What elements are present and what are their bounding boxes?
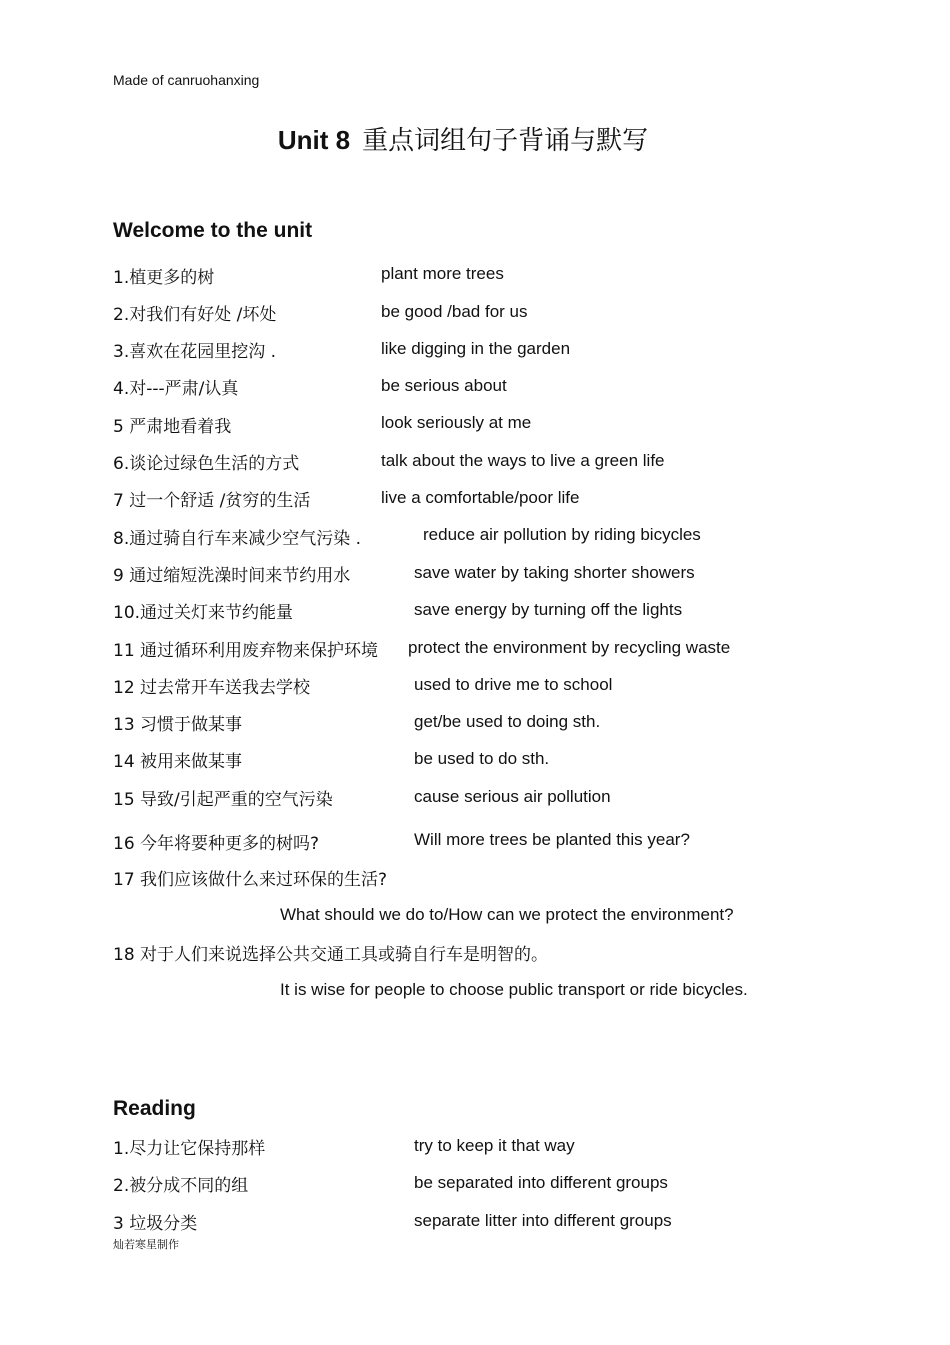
phrase-en: Will more trees be planted this year? [414, 830, 690, 849]
phrase-en: protect the environment by recycling waste [408, 638, 731, 657]
phrase-cn: 3.喜欢在花园里挖沟 . [113, 342, 277, 362]
phrase-en: live a comfortable/poor life [381, 488, 580, 507]
footer-note: 灿若寒星制作 [113, 1238, 179, 1251]
phrase-cn: 11 通过循环利用废弃物来保护环境 [113, 641, 379, 661]
phrase-en: be serious about [381, 376, 507, 395]
phrase-en: It is wise for people to choose public transport or ride bicycles. [280, 980, 748, 999]
phrase-cn: 1.尽力让它保持那样 [113, 1139, 266, 1159]
title-unit: Unit 8 [277, 125, 351, 155]
section-heading-reading: Reading [113, 1097, 196, 1120]
phrase-cn: 2.对我们有好处 /坏处 [113, 305, 277, 325]
phrase-cn: 17 我们应该做什么来过环保的生活? [113, 870, 388, 890]
phrase-en: used to drive me to school [414, 675, 613, 694]
phrase-en: get/be used to doing sth. [414, 712, 601, 731]
phrase-en: be used to do sth. [414, 749, 550, 768]
phrase-en: try to keep it that way [414, 1136, 575, 1155]
phrase-cn: 5 严肃地看着我 [113, 417, 232, 437]
title-chinese: 重点词组句子背诵与默写 [362, 125, 649, 155]
phrase-cn: 18 对于人们来说选择公共交通工具或骑自行车是明智的。 [113, 945, 549, 965]
phrase-en: be good /bad for us [381, 302, 528, 321]
phrase-cn: 2.被分成不同的组 [113, 1176, 249, 1196]
phrase-cn: 16 今年将要种更多的树吗? [113, 834, 320, 854]
phrase-en: What should we do to/How can we protect the environment? [280, 905, 734, 924]
phrase-cn: 15 导致/引起严重的空气污染 [113, 790, 333, 810]
phrase-en: cause serious air pollution [414, 787, 611, 806]
phrase-cn: 14 被用来做某事 [113, 752, 243, 772]
phrase-cn: 8.通过骑自行车来减少空气污染 . [113, 529, 362, 549]
phrase-cn: 9 通过缩短洗澡时间来节约用水 [113, 566, 351, 586]
phrase-cn: 13 习惯于做某事 [113, 715, 243, 735]
phrase-cn: 4.对---严肃/认真 [113, 379, 239, 399]
phrase-en: be separated into different groups [414, 1173, 668, 1192]
phrase-en: like digging in the garden [381, 339, 571, 358]
page-title [0, 120, 926, 157]
phrase-cn: 6.谈论过绿色生活的方式 [113, 454, 300, 474]
phrase-cn: 10.通过关灯来节约能量 [113, 603, 294, 623]
phrase-en: talk about the ways to live a green life [381, 451, 665, 470]
phrase-en: plant more trees [381, 264, 504, 283]
phrase-cn: 7 过一个舒适 /贫穷的生活 [113, 491, 311, 511]
phrase-en: save energy by turning off the lights [414, 600, 683, 619]
section-heading-welcome: Welcome to the unit [113, 219, 313, 242]
phrase-cn: 1.植更多的树 [113, 268, 215, 288]
phrase-en: reduce air pollution by riding bicycles [423, 525, 701, 544]
phrase-en: save water by taking shorter showers [414, 563, 695, 582]
phrase-en: look seriously at me [381, 413, 532, 432]
phrase-cn: 3 垃圾分类 [113, 1214, 198, 1234]
phrase-cn: 12 过去常开车送我去学校 [113, 678, 311, 698]
phrase-en: separate litter into different groups [414, 1211, 672, 1230]
header-note: Made of canruohanxing [113, 72, 260, 88]
